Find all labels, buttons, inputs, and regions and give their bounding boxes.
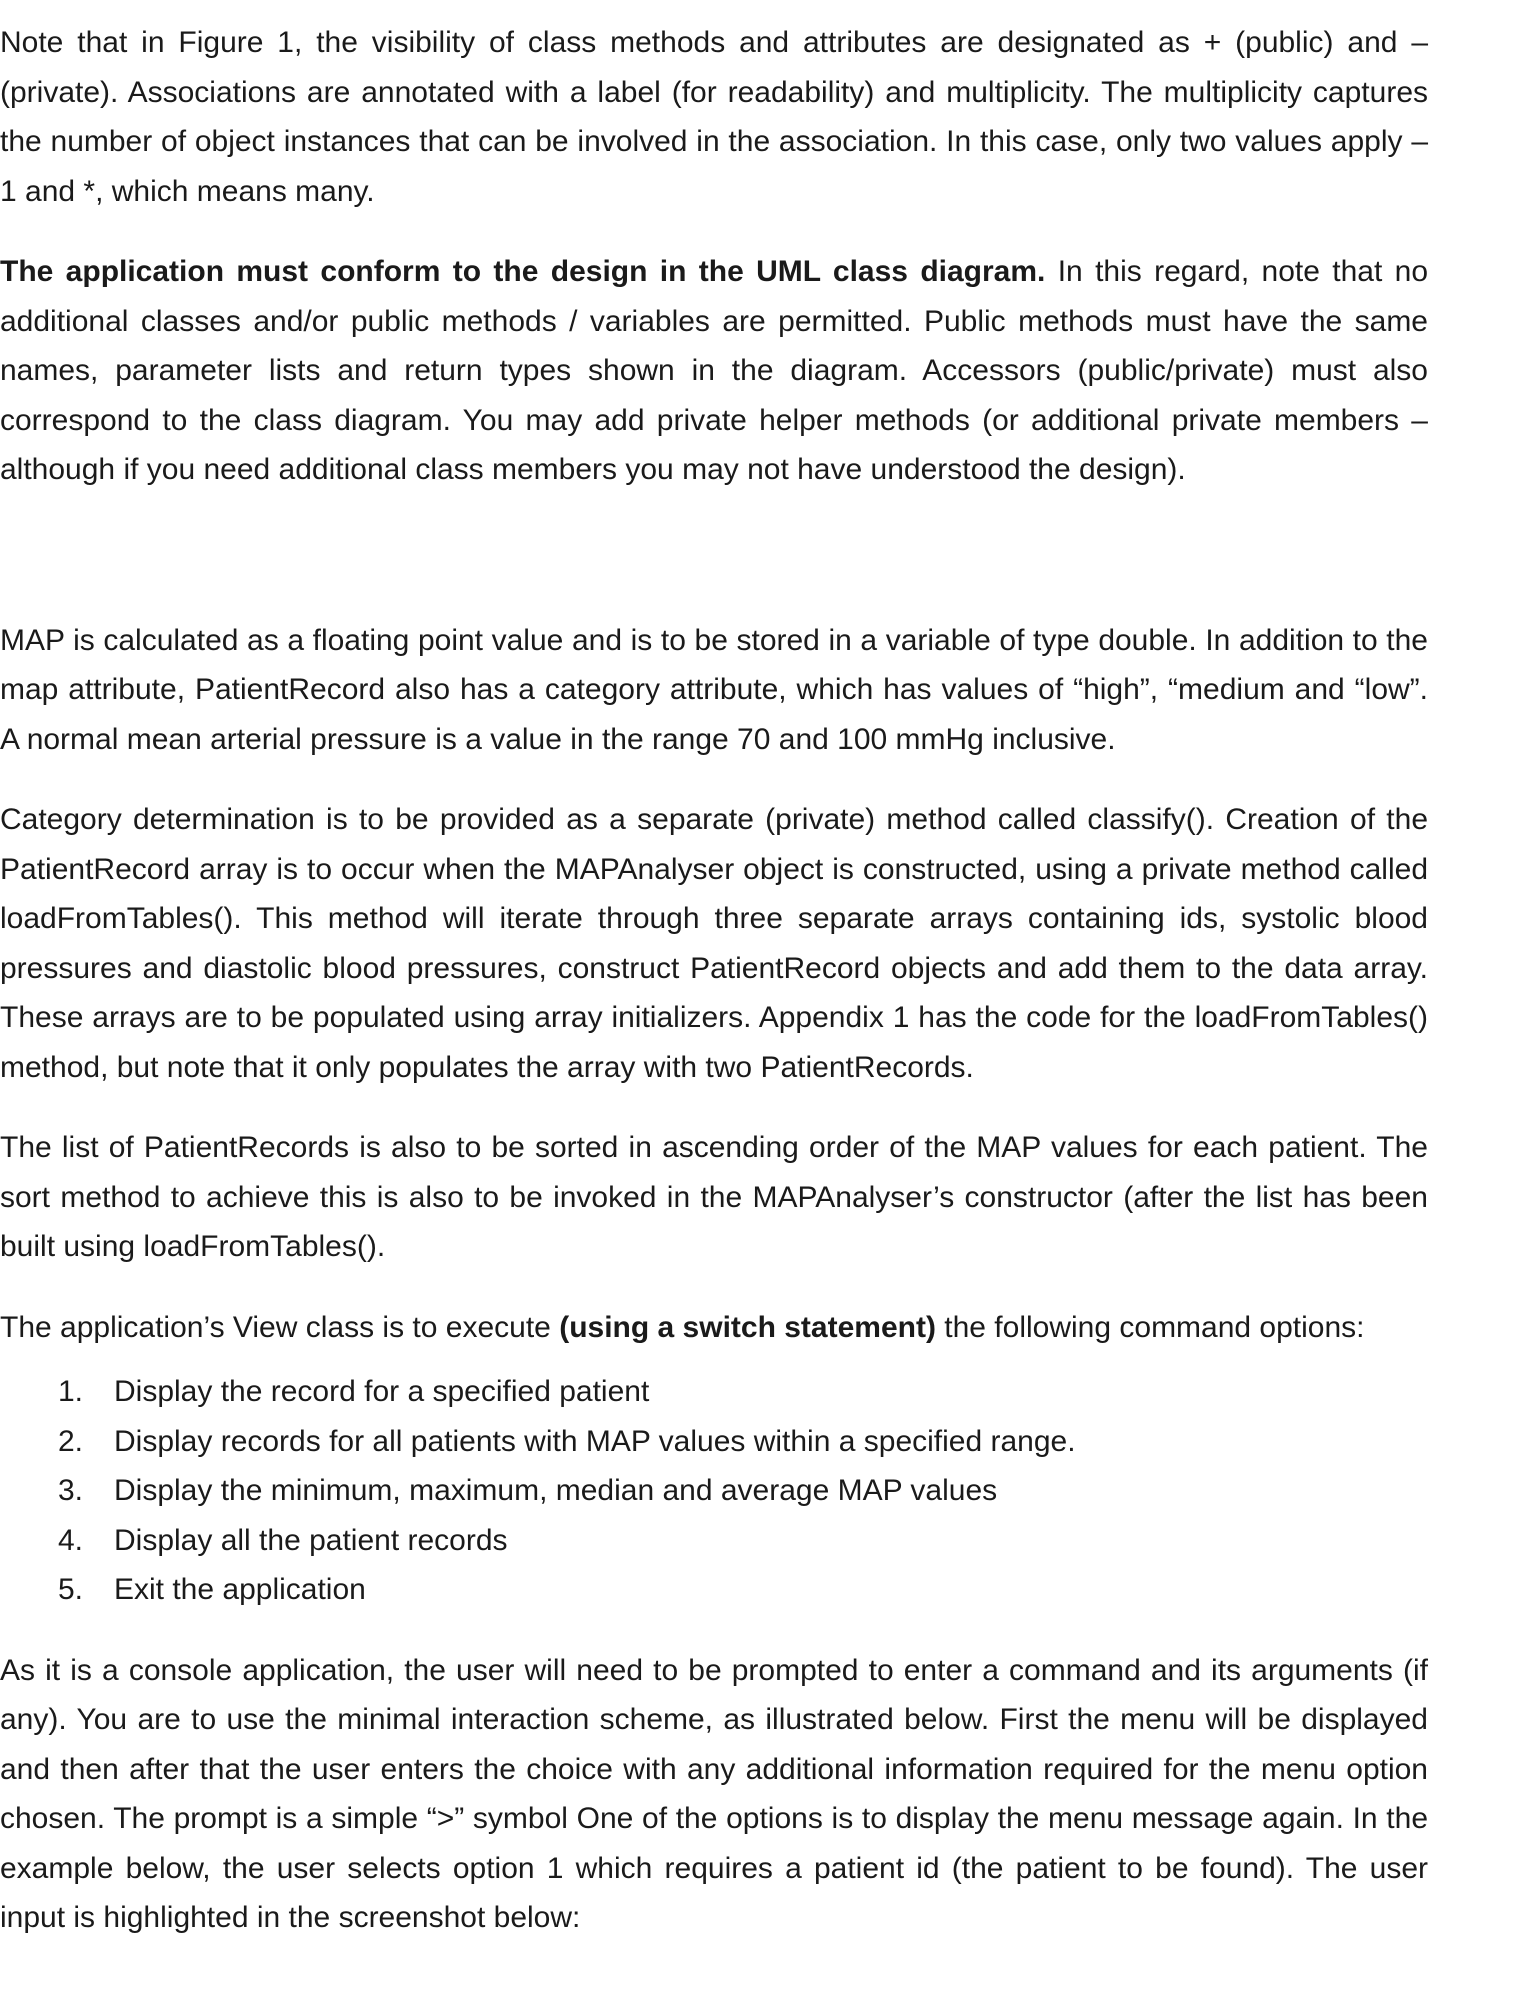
paragraph-view-class [0, 1303, 1428, 1353]
paragraph-visibility-notation: Note that in Figure 1, the visibility of class methods and attributes are designated as + (public) and – (private). Associations are annotated with a label (for readability) and multiplicity. The multiplicity captures the number of object instances that can be involved in the association. In this case, only two values apply – 1 and *, which means many. [0, 26, 1428, 208]
list-item-text: Exit the application [114, 1573, 366, 1606]
paragraph-console-interaction: As it is a console application, the user will need to be prompted to enter a command and its arguments (if any). You are to use the minimal interaction scheme, as illustrated below. First the menu will be displayed and then after that the user enters the choice with any additional information required for the menu option chosen. The prompt is a simple “>” symbol One of the options is to display the menu message again. In the example below, the user selects option 1 which requires a patient id (the patient to be found). The user input is highlighted in the screenshot below: [0, 1653, 1428, 1934]
list-item [0, 1565, 1428, 1615]
view-class-text-before: The application’s View class is to execute [0, 1310, 560, 1344]
list-item [0, 1367, 1428, 1417]
list-item-number: 4. [58, 1523, 84, 1557]
list-item [0, 1466, 1428, 1516]
paragraph-category-determination: Category determination is to be provided as a separate (private) method called classify(). Creation of the PatientRecord array is to occur when the MAPAnalyser object is constructed, using a private method called loadFromTables(). This method will iterate through three separate arrays containing ids, systolic blood pressures and diastolic blood pressures, construct PatientRecord objects and add them to the data array. These arrays are to be populated using array initializers. Appendix 1 has the code for the loadFromTables() method, but note that it only populates the array with two PatientRecords. [0, 803, 1428, 1084]
paragraph-sorting: The list of PatientRecords is also to be sorted in ascending order of the MAP values for each patient. The sort method to achieve this is also to be invoked in the MAPAnalyser’s constructor (after the list has been built using loadFromTables(). [0, 1131, 1428, 1263]
list-item [0, 1417, 1428, 1467]
list-item-text: Display the minimum, maximum, median and average MAP values [114, 1474, 998, 1507]
list-item-number: 3. [58, 1474, 84, 1507]
uml-conformance-text: In this regard, note that no additional classes and/or public methods / variables are permitted. Public methods must have the same names, parameter lists and return types shown in the diagram. Accessors (public/private) must also correspond to the class diagram. You may add private helper methods (or additional private members – although if you need additional class members you may not have understood the design). [0, 255, 1429, 486]
list-item [0, 1516, 1428, 1566]
list-item-number: 2. [58, 1424, 84, 1458]
paragraph-map-calculation: MAP is calculated as a floating point value and is to be stored in a variable of type double. In addition to the map attribute, PatientRecord also has a category attribute, which has values of “high”, “medium and “low”. A normal mean arterial pressure is a value in the range 70 and 100 mmHg inclusive. [0, 623, 1428, 756]
list-item-number: 5. [58, 1573, 84, 1606]
command-options-list [0, 1367, 1428, 1615]
document-body [0, 18, 1428, 1943]
view-class-text-after: the following command options: [935, 1310, 1365, 1344]
uml-conformance-bold-text: The application must conform to the design in the UML class diagram. [0, 255, 1046, 288]
view-class-bold-text: (using a switch statement) [559, 1310, 936, 1344]
list-item-text: Display records for all patients with MAP values within a specified range. [114, 1424, 1076, 1458]
paragraph-uml-conformance [0, 247, 1428, 495]
list-item-text: Display all the patient records [114, 1523, 508, 1557]
list-item-text: Display the record for a specified patient [114, 1375, 650, 1408]
list-item-number: 1. [58, 1375, 84, 1408]
